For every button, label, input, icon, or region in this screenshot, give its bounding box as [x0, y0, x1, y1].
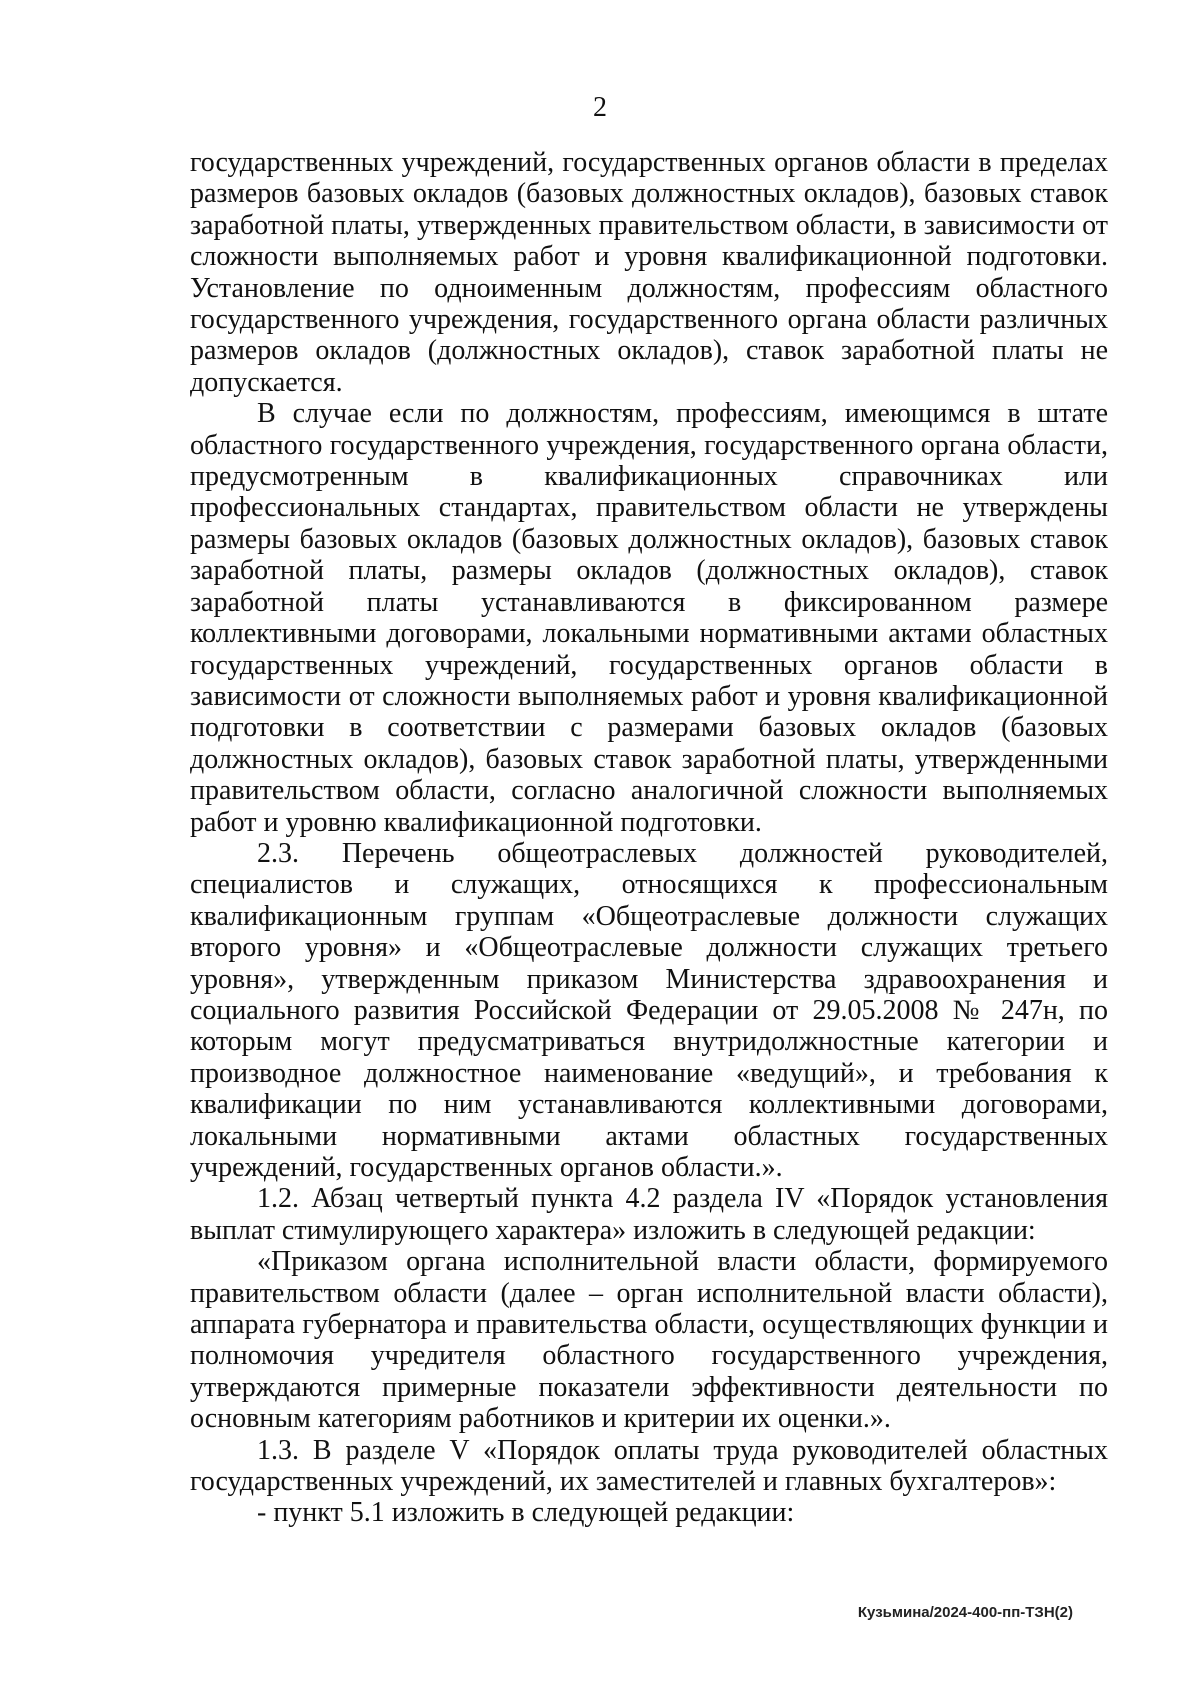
- footer-document-code: Кузьмина/2024-400-пп-ТЗН(2): [857, 1604, 1073, 1621]
- document-body: [190, 147, 1108, 1529]
- page-number: 2: [593, 92, 607, 123]
- paragraph-6: 1.3. В разделе V «Порядок оплаты труда руководителей областных государственных учреждений, их заместителей и главных бухгалтеров»:: [190, 1434, 1108, 1498]
- paragraph-1: государственных учреждений, государственных органов области в пределах размеров базовых окладов (базовых должностных окладов), базовых ставок заработной платы, утвержденных правительством области, в зависимости от сложности выполняемых работ и уровня квалификационной подготовки. Установление по одноименным должностям, профессиям областного государственного учреждения, государственного органа области различных размеров окладов (должностных окладов), ставок заработной платы не допускается.: [190, 147, 1108, 398]
- paragraph-4: 1.2. Абзац четвертый пункта 4.2 раздела IV «Порядок установления выплат стимулирующего характера» изложить в следующей редакции:: [190, 1183, 1108, 1246]
- paragraph-7: - пункт 5.1 изложить в следующей редакции:: [257, 1497, 795, 1529]
- paragraph-5: «Приказом органа исполнительной власти области, формируемого правительством области (далее – орган исполнительной власти области), аппарата губернатора и правительства области, осуществляющих функции и полномочия учредителя областного государственного учреждения, утверждаются примерные показатели эффективности деятельности по основным категориям работников и критерии их оценки.».: [190, 1246, 1108, 1435]
- paragraph-3: 2.3. Перечень общеотраслевых должностей руководителей, специалистов и служащих, относящихся к профессиональным квалификационным группам «Общеотраслевые должности служащих второго уровня» и «Общеотраслевые должности служащих третьего уровня», утвержденным приказом Министерства здравоохранения и социального развития Российской Федерации от 29.05.2008 № 247н, по которым могут предусматриваться внутридолжностные категории и производное должностное наименование «ведущий», и требования к квалификации по ним устанавливаются коллективными договорами, локальными нормативными актами областных государственных учреждений, государственных органов области.».: [190, 837, 1108, 1183]
- paragraph-2: В случае если по должностям, профессиям, имеющимся в штате областного государственного учреждения, государственного органа области, предусмотренным в квалификационных справочниках или профессиональных стандартах, правительством области не утверждены размеры базовых окладов (базовых должностных окладов), базовых ставок заработной платы, размеры окладов (должностных окладов), ставок заработной платы устанавливаются в фиксированном размере коллективными договорами, локальными нормативными актами областных государственных учреждений, государственных органов области в зависимости от сложности выполняемых работ и уровня квалификационной подготовки в соответствии с размерами базовых окладов (базовых должностных окладов), базовых ставок заработной платы, утвержденными правительством области, согласно аналогичной сложности выполняемых работ и уровню квалификационной подготовки.: [190, 398, 1108, 838]
